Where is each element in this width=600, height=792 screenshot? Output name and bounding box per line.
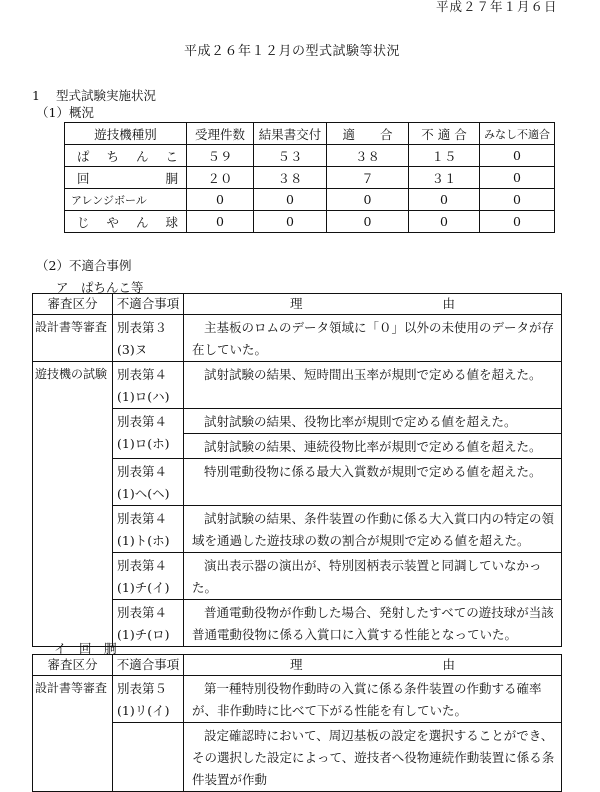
header-reason-b: 由 (442, 657, 456, 672)
table-row (33, 676, 562, 723)
section-1-title: 型式試験実施状況 (56, 88, 157, 103)
case-ref-line2: (1)リ(イ) (117, 703, 170, 718)
summary-cell: 0 (409, 211, 480, 233)
table-row (33, 459, 562, 506)
summary-row (65, 189, 555, 211)
header-category: 審査区分 (33, 294, 113, 315)
case-ref (113, 676, 184, 723)
case-ref-line1: 別表第５ (117, 681, 168, 696)
header-reason-a: 理 (289, 296, 303, 311)
case-ref-line1: 別表第４ (117, 605, 168, 620)
case-ref (113, 315, 184, 362)
table-row (33, 362, 562, 409)
cases-header-row (33, 655, 562, 676)
case-ref-line2: (1)ロ(ホ) (117, 436, 170, 451)
kaido-heading: イ 回 胴 (54, 641, 117, 656)
case-ref (113, 362, 184, 409)
header-reason (184, 294, 562, 315)
case-reason: 第一種特別役物作動時の入賞に係る条件装置の作動する確率が、非作動時に比べて下がる性能を有していた。 (184, 676, 562, 723)
summary-machine-type: 回 胴 (65, 167, 187, 189)
summary-cell: １５ (409, 145, 480, 167)
header-reason-a: 理 (289, 657, 303, 672)
case-ref-line1: 別表第３ (117, 320, 168, 335)
section-1-heading (32, 86, 156, 104)
header-reason-b: 由 (442, 296, 456, 311)
header-item: 不適合事項 (113, 655, 184, 676)
summary-machine-type: ぱちんこ (65, 145, 187, 167)
pachinko-heading: ア ぱちんこ等 (56, 280, 144, 295)
cases-header-row (33, 294, 562, 315)
case-reason: 試射試験の結果、役物比率が規則で定める値を超えた。 (184, 409, 562, 434)
case-ref-line1: 別表第４ (117, 464, 168, 479)
case-ref-line2: (1)チ(イ) (117, 580, 170, 595)
case-reason: 主基板のロムのデータ領域に「０」以外の未使用のデータが存在していた。 (184, 315, 562, 362)
header-item: 不適合事項 (113, 294, 184, 315)
case-ref-line2: (1)ト(ホ) (117, 533, 170, 548)
case-ref-line2: (1)ヘ(ヘ) (117, 486, 170, 501)
summary-cell: 0 (480, 211, 555, 233)
summary-cell: ５３ (254, 145, 327, 167)
case-ref (113, 723, 184, 792)
summary-cell: 0 (480, 189, 555, 211)
summary-cell: ３８ (327, 145, 409, 167)
case-category: 設計書等審査 (33, 315, 113, 362)
pachinko-cases-table (32, 293, 562, 647)
summary-cell: ７ (327, 167, 409, 189)
summary-cell: 0 (409, 189, 480, 211)
summary-machine-type: アレンジボール (65, 189, 187, 211)
summary-cell: 0 (254, 211, 327, 233)
case-reason: 設定確認時において、周辺基板の設定を選択することができ、その選択した設定によって、遊技者へ役物連続作動装置に係る条件装置が作動 (184, 723, 562, 792)
case-ref-line2: (1)ロ(ハ) (117, 389, 170, 404)
subsection-2-heading: （2）不適合事例 (36, 258, 132, 273)
document-title: 平成２６年１２月の型式試験等状況 (184, 44, 401, 59)
summary-cell: ３８ (254, 167, 327, 189)
summary-header: 遊技機種別 (65, 123, 187, 145)
case-ref (113, 600, 184, 647)
case-ref (113, 409, 184, 459)
summary-row (65, 145, 555, 167)
kaido-cases-table (32, 654, 562, 792)
summary-header: 不 適 合 (409, 123, 480, 145)
case-ref (113, 459, 184, 506)
case-reason: 特別電動役物に係る最大入賞数が規則で定める値を超えた。 (184, 459, 562, 506)
case-ref (113, 553, 184, 600)
case-reason: 試射試験の結果、連続役物比率が規則で定める値を超えた。 (184, 434, 562, 459)
header-reason (184, 655, 562, 676)
case-ref (113, 506, 184, 553)
table-row (33, 506, 562, 553)
summary-cell: ２０ (187, 167, 254, 189)
case-ref-line2: (1)チ(ロ) (117, 627, 170, 642)
case-reason: 演出表示器の演出が、特別図柄表示装置と同調していなかった。 (184, 553, 562, 600)
case-ref-line1: 別表第４ (117, 558, 168, 573)
case-ref-line2: (3)ヌ (117, 342, 148, 357)
summary-table (64, 122, 555, 233)
case-reason: 普通電動役物が作動した場合、発射したすべての遊技球が当該普通電動役物に係る入賞口に入賞する性能となっていた。 (184, 600, 562, 647)
case-ref-line1: 別表第４ (117, 511, 168, 526)
summary-row (65, 167, 555, 189)
section-1-number: 1 (32, 88, 40, 103)
summary-cell: 0 (327, 189, 409, 211)
summary-header: 結果書交付 (254, 123, 327, 145)
header-category: 審査区分 (33, 655, 113, 676)
case-ref-line1: 別表第４ (117, 414, 168, 429)
case-category: 遊技機の試験 (33, 362, 113, 647)
summary-cell: 0 (187, 189, 254, 211)
summary-machine-type: じやん球 (65, 211, 187, 233)
table-row (33, 723, 562, 792)
summary-cell: 0 (480, 167, 555, 189)
subsection-1-heading: （1）概況 (36, 105, 94, 120)
summary-cell: 0 (480, 145, 555, 167)
summary-cell: 0 (327, 211, 409, 233)
table-row (33, 315, 562, 362)
summary-cell: 0 (187, 211, 254, 233)
case-reason: 試射試験の結果、条件装置の作動に係る大入賞口内の特定の領域を通過した遊技球の数の割合が規則で定める値を超えた。 (184, 506, 562, 553)
document-date: 平成２７年１月６日 (436, 0, 558, 14)
summary-cell: 0 (254, 189, 327, 211)
summary-cell: ５９ (187, 145, 254, 167)
summary-cell: ３１ (409, 167, 480, 189)
table-row (33, 553, 562, 600)
summary-header-row (65, 123, 555, 145)
case-ref-line1: 別表第４ (117, 367, 168, 382)
summary-header: みなし不適合 (480, 123, 555, 145)
summary-header: 受理件数 (187, 123, 254, 145)
summary-row (65, 211, 555, 233)
case-category: 設計書等審査 (33, 676, 113, 792)
summary-header: 適 合 (327, 123, 409, 145)
case-reason: 試射試験の結果、短時間出玉率が規則で定める値を超えた。 (184, 362, 562, 409)
table-row (33, 409, 562, 434)
